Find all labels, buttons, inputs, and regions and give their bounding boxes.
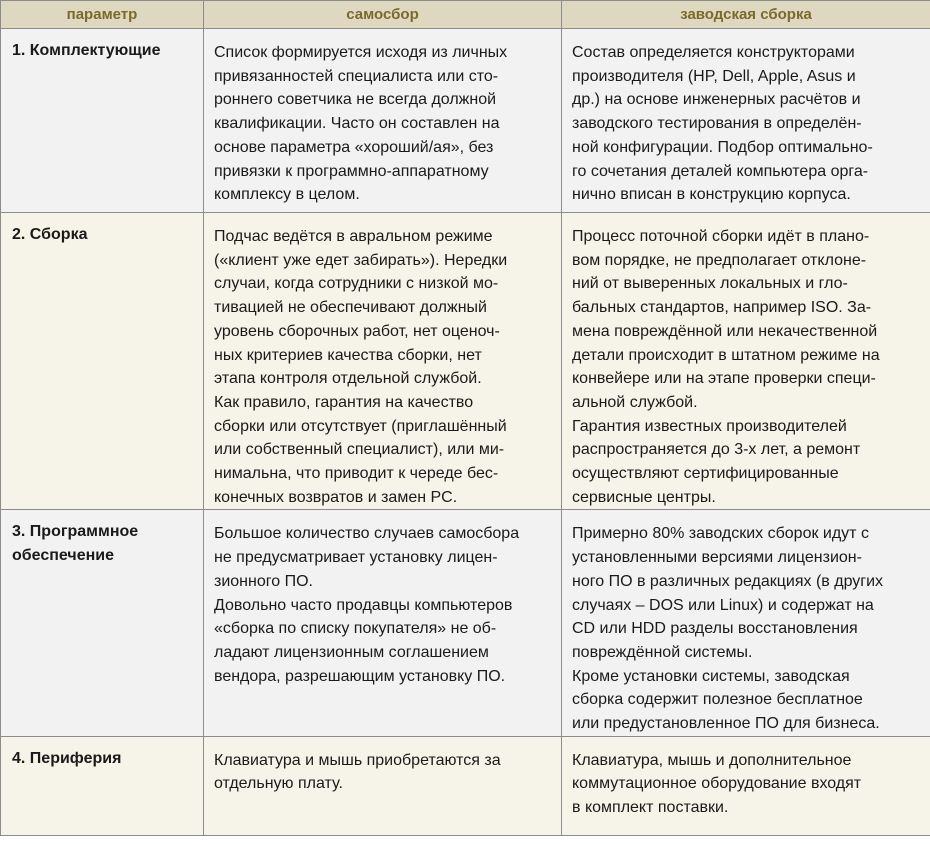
param-line: 4. Периферия: [12, 749, 122, 767]
text-line: конечных возвратов и замен PC.: [214, 488, 458, 506]
text-line: тивацией не обеспечивают должный: [214, 299, 487, 317]
text-line: комплексу в целом.: [214, 186, 360, 204]
text-line: др.) на основе инженерных расчётов и: [572, 91, 861, 109]
text-line: Список формируется исходя из личных: [214, 44, 508, 61]
table-row: [1, 213, 930, 510]
text-line: коммутационное оборудование входят: [572, 775, 862, 793]
header-row: [1, 1, 930, 29]
self-assembly-cell: [204, 736, 562, 835]
text-line: бальных стандартов, например ISO. За-: [572, 299, 872, 317]
text-line: Состав определяется конструкторами: [572, 44, 855, 61]
factory-assembly-cell: [562, 736, 930, 835]
header-self-assembly: самосбор: [204, 1, 562, 29]
param-line: 2. Сборка: [12, 226, 88, 243]
text-line: повреждённой системы.: [572, 643, 753, 661]
text-line: осуществляют сертифицированные: [572, 465, 839, 483]
parameter-cell: [1, 213, 204, 510]
text-line: установленными версиями лицензион-: [572, 549, 862, 567]
text-line: заводского тестирования в определён-: [572, 115, 862, 133]
text-line: зионного ПО.: [214, 572, 313, 590]
text-line: ний от выверенных локальных и гло-: [572, 275, 848, 293]
self-assembly-cell: [204, 29, 562, 213]
text-line: отдельную плату.: [214, 775, 343, 793]
param-line: обеспечение: [12, 547, 114, 565]
text-line: го сочетания деталей компьютера орга-: [572, 162, 869, 180]
text-line: ного ПО в различных редакциях (в других: [572, 572, 884, 590]
text-line: вендора, разрешающим установку ПО.: [214, 667, 506, 685]
factory-assembly-cell: [562, 29, 930, 213]
text-line: нично вписан в конструкцию корпуса.: [572, 186, 851, 204]
text-line: или предустановленное ПО для бизнеса.: [572, 715, 880, 733]
text-line: нимальна, что приводит к череде бес-: [214, 465, 499, 483]
text-line: Большое количество случаев самосбора: [214, 525, 520, 543]
text-line: случаи, когда сотрудники с низкой мо-: [214, 275, 499, 293]
parameter-cell: [1, 510, 204, 736]
table-row: [1, 736, 930, 835]
text-line: не предусматривает установку лицен-: [214, 549, 498, 567]
text-line: альной службой.: [572, 393, 698, 411]
text-line: в комплект поставки.: [572, 799, 729, 817]
text-line: случаях – DOS или Linux) и содержат на: [572, 596, 874, 614]
text-line: Довольно часто продавцы компьютеров: [214, 596, 513, 614]
text-line: ладают лицензионным соглашением: [214, 643, 489, 661]
param-line: 1. Комплектующие: [12, 42, 161, 59]
text-line: этапа контроля отдельной службой.: [214, 370, 482, 388]
text-line: Как правило, гарантия на качество: [214, 393, 474, 411]
text-line: («клиент уже едет забирать»). Нередки: [214, 251, 508, 269]
header-parameter: параметр: [1, 1, 204, 29]
self-assembly-cell: [204, 510, 562, 736]
table-row: [1, 510, 930, 736]
table-row: [1, 29, 930, 213]
text-line: квалификации. Часто он составлен на: [214, 115, 500, 133]
text-line: или собственный специалист), или ми-: [214, 441, 505, 459]
text-line: Кроме установки системы, заводская: [572, 667, 850, 685]
text-line: привязки к программно-аппаратному: [214, 162, 489, 180]
parameter-cell: [1, 736, 204, 835]
text-line: сервисные центры.: [572, 488, 716, 506]
text-line: основе параметра «хороший/ая», без: [214, 138, 494, 156]
text-line: мена повреждённой или некачественной: [572, 322, 878, 340]
text-line: Клавиатура и мышь приобретаются за: [214, 751, 501, 769]
text-line: Процесс поточной сборки идёт в плано-: [572, 228, 870, 245]
text-line: «сборка по списку покупателя» не об-: [214, 620, 497, 638]
header-factory-assembly: заводская сборка: [562, 1, 930, 29]
text-line: ной конфигурации. Подбор оптимально-: [572, 138, 873, 156]
text-line: CD или HDD разделы восстановления: [572, 620, 858, 638]
text-line: сборки или отсутствует (приглашённый: [214, 417, 507, 435]
text-line: производителя (HP, Dell, Apple, Asus и: [572, 67, 856, 85]
text-line: Примерно 80% заводских сборок идут с: [572, 525, 869, 543]
text-line: Клавиатура, мышь и дополнительное: [572, 751, 852, 769]
text-line: Подчас ведётся в авральном режиме: [214, 228, 493, 245]
text-line: роннего советчика не всегда должной: [214, 91, 497, 109]
text-line: конвейере или на этапе проверки специ-: [572, 370, 876, 388]
text-line: Гарантия известных производителей: [572, 417, 847, 435]
text-line: распространяется до 3-х лет, а ремонт: [572, 441, 861, 459]
text-line: сборка содержит полезное бесплатное: [572, 691, 863, 709]
text-line: привязанностей специалиста или сто-: [214, 67, 499, 85]
text-line: уровень сборочных работ, нет оценоч-: [214, 322, 500, 340]
factory-assembly-cell: [562, 510, 930, 736]
text-line: ных критериев качества сборки, нет: [214, 346, 482, 364]
text-line: вом порядке, не предполагает отклоне-: [572, 251, 867, 269]
self-assembly-cell: [204, 213, 562, 510]
param-line: 3. Программное: [12, 523, 139, 541]
factory-assembly-cell: [562, 213, 930, 510]
parameter-cell: [1, 29, 204, 213]
text-line: детали происходит в штатном режиме на: [572, 346, 880, 364]
